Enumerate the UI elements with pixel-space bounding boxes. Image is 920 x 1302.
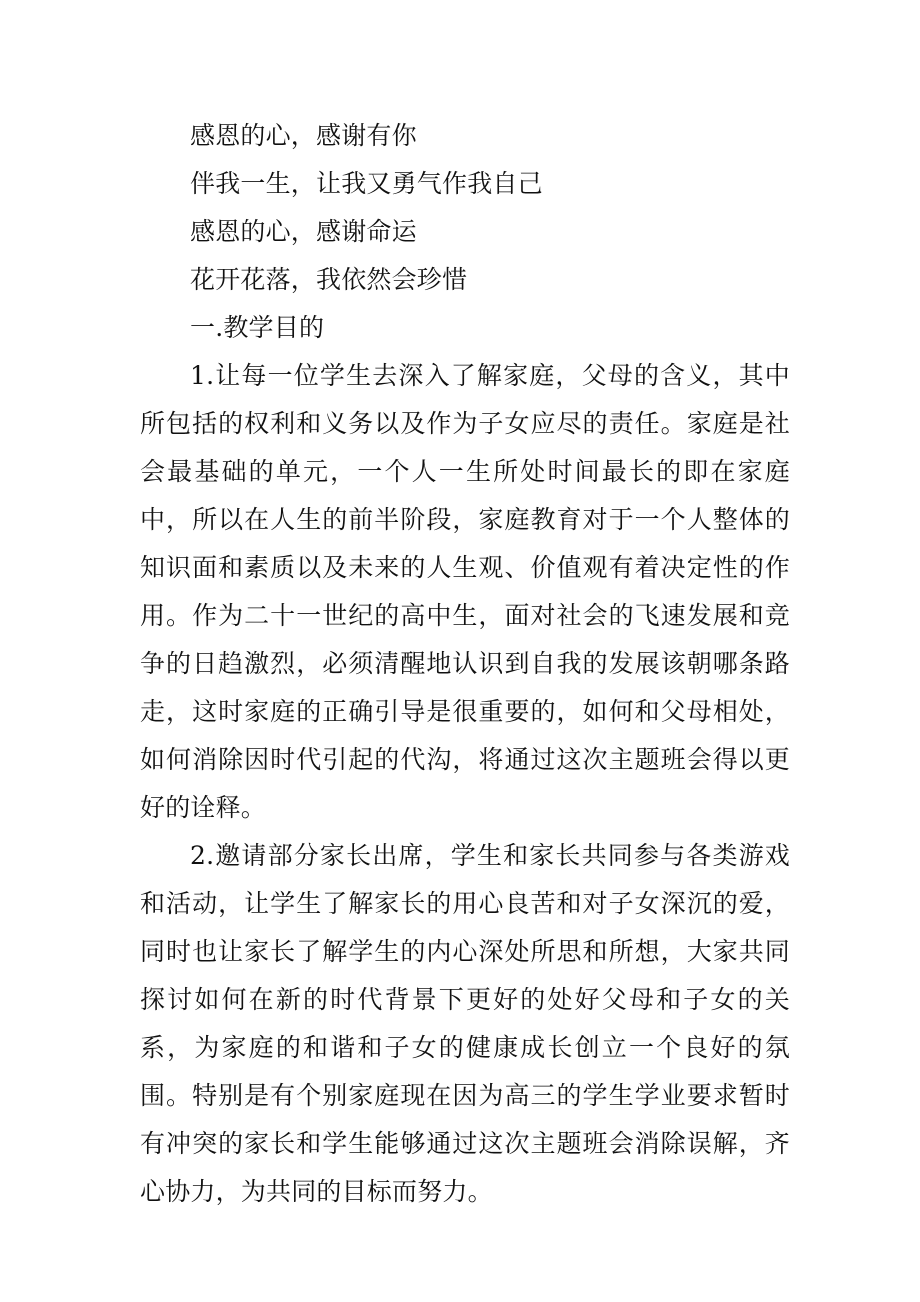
document-body	[140, 112, 790, 1216]
paragraph-objective-2: 2.邀请部分家长出席，学生和家长共同参与各类游戏和活动，让学生了解家长的用心良苦和对子女深沉的爱，同时也让家长了解学生的内心深处所思和所想，大家共同探讨如何在新的时代背景下更好的处好父母和子女的关系，为家庭的和谐和子女的健康成长创立一个良好的氛围。特别是有个别家庭现在因为高三的学生学业要求暂时有冲突的家长和学生能够通过这次主题班会消除误解，齐心协力，为共同的目标而努力。	[140, 841, 790, 1206]
poem-line: 伴我一生，让我又勇气作我自己	[190, 169, 543, 198]
poem-line: 感恩的心，感谢有你	[190, 121, 417, 150]
poem-line: 花开花落，我依然会珍惜	[190, 265, 468, 294]
section-heading: 一.教学目的	[190, 313, 325, 342]
paragraph-objective-1: 1.让每一位学生去深入了解家庭，父母的含义，其中所包括的权利和义务以及作为子女应尽的责任。家庭是社会最基础的单元，一个人一生所处时间最长的即在家庭中，所以在人生的前半阶段，家庭教育对于一个人整体的知识面和素质以及未来的人生观、价值观有着决定性的作用。作为二十一世纪的高中生，面对社会的飞速发展和竞争的日趋激烈，必须清醒地认识到自我的发展该朝哪条路走，这时家庭的正确引导是很重要的，如何和父母相处，如何消除因时代引起的代沟，将通过这次主题班会得以更好的诠释。	[140, 361, 790, 822]
poem-line: 感恩的心，感谢命运	[190, 217, 417, 246]
